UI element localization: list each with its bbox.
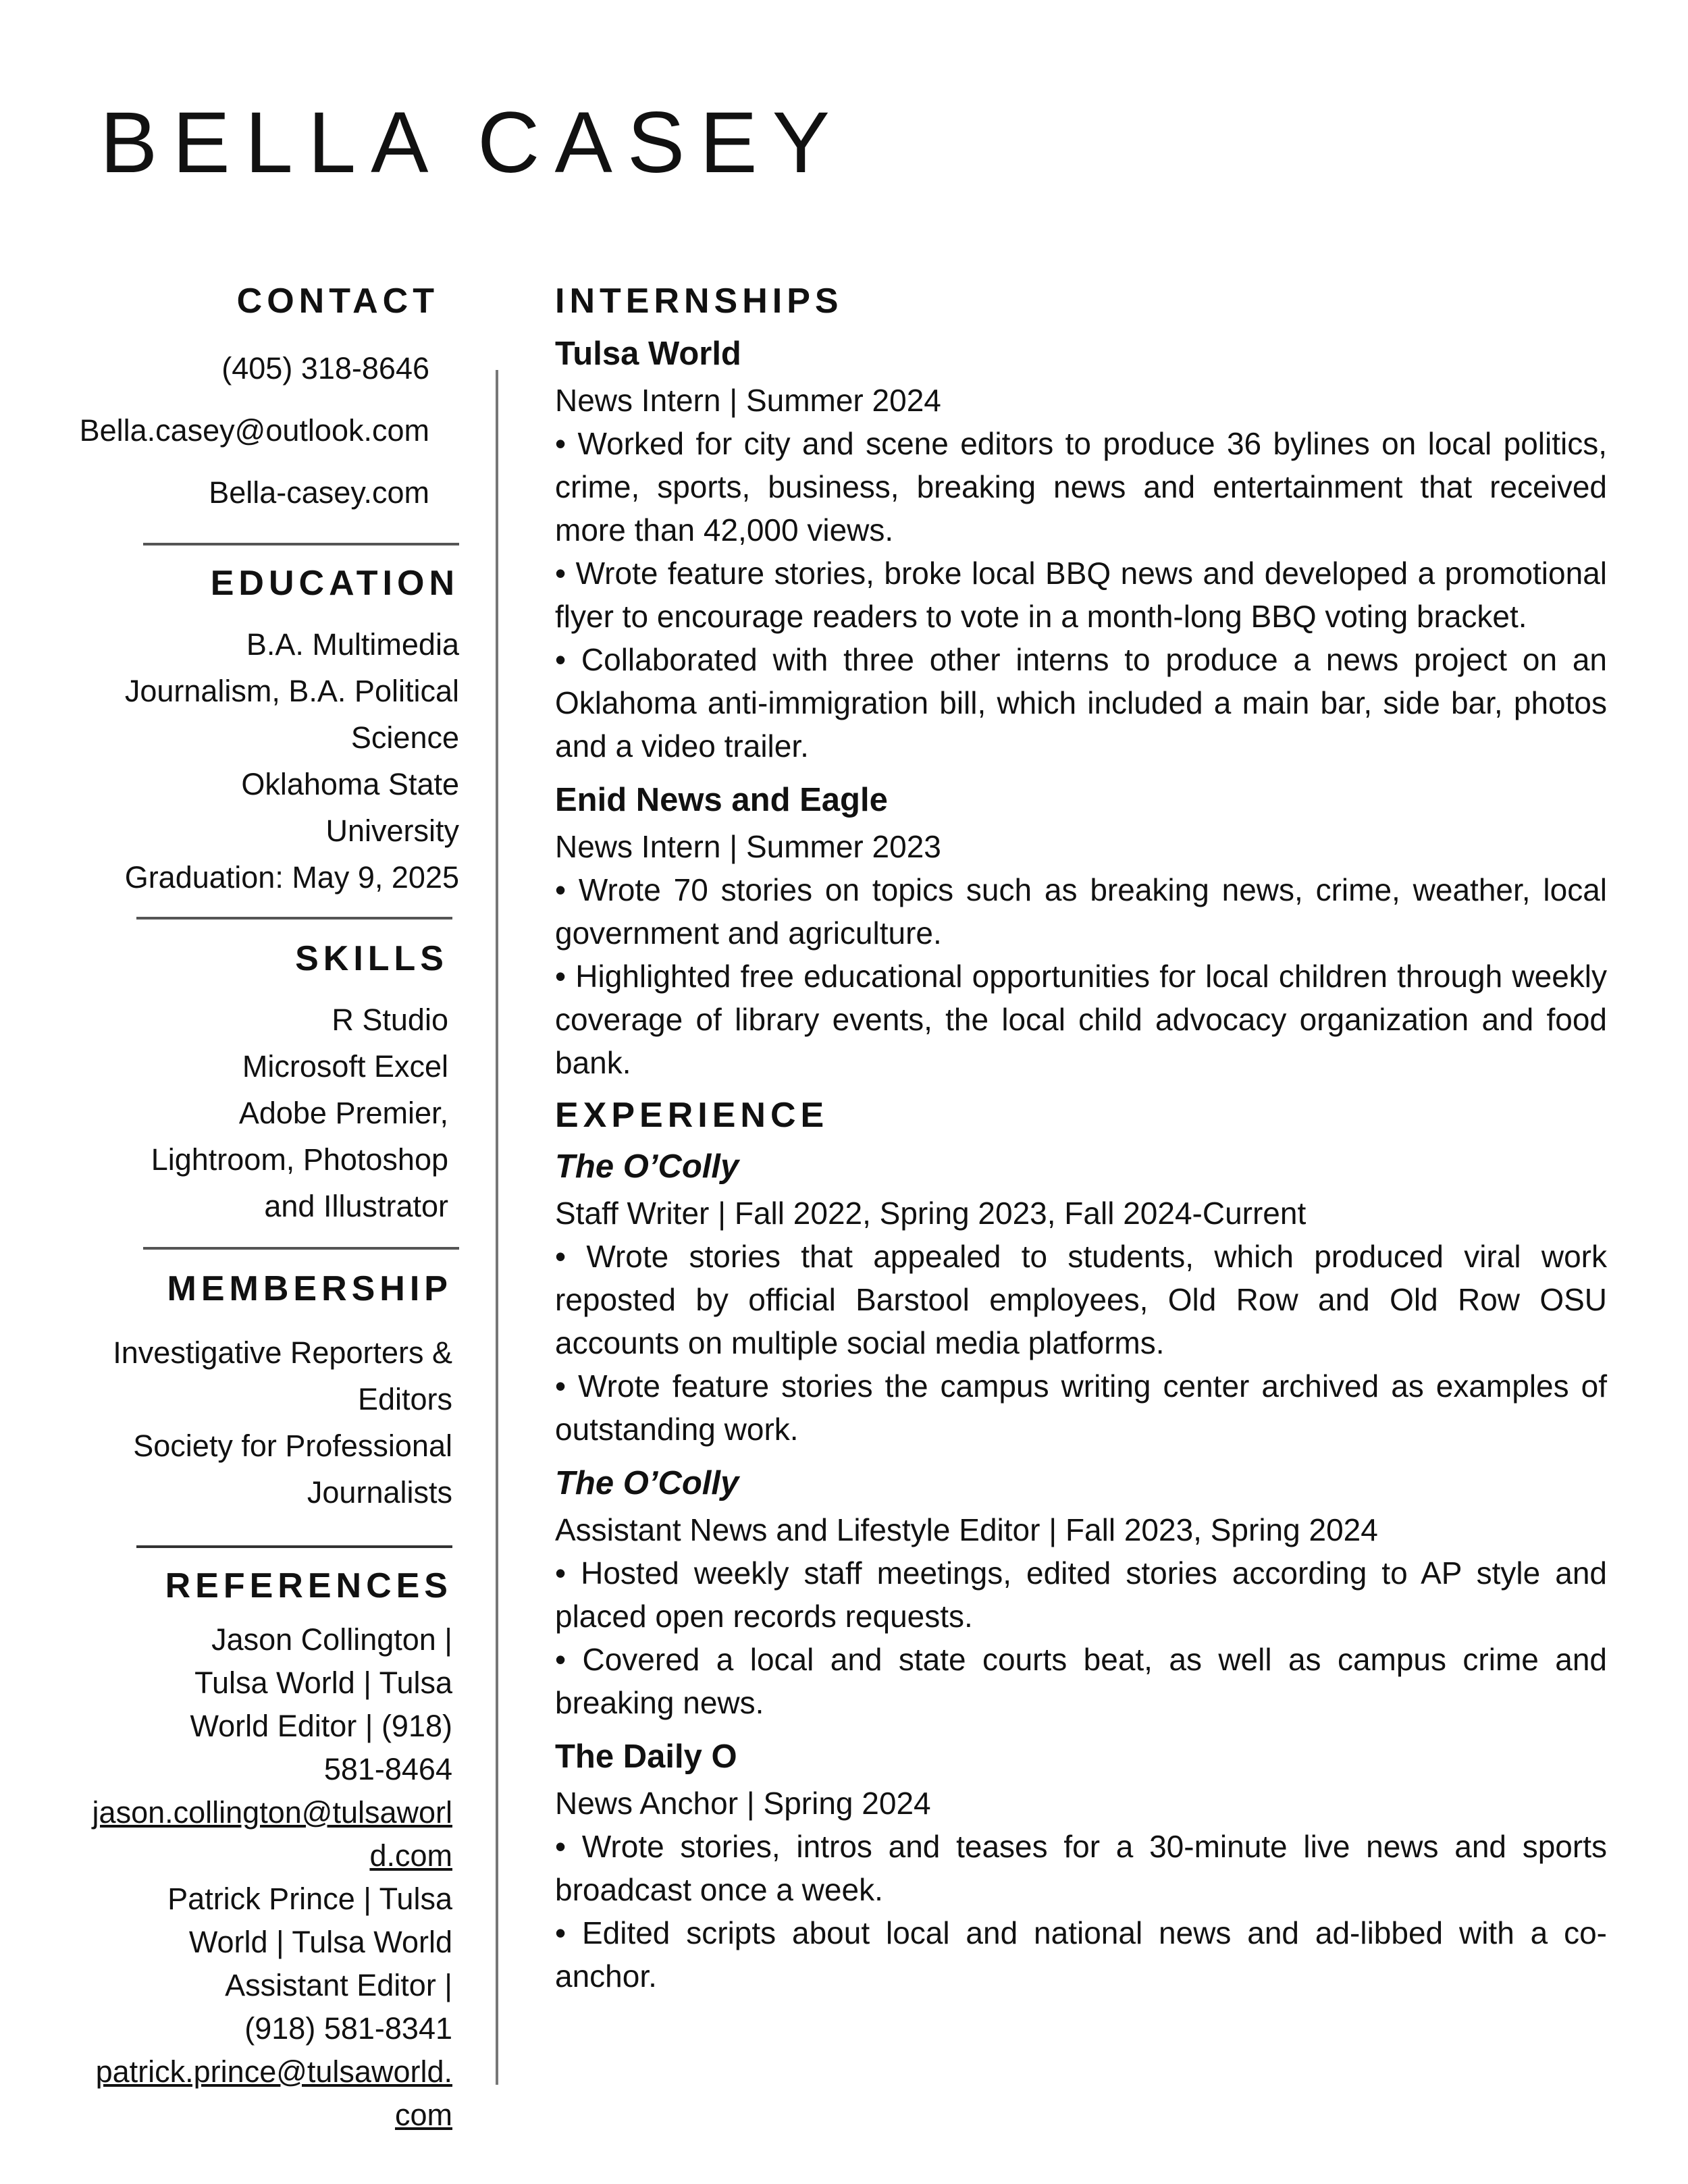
education-degree: B.A. Multimedia Journalism, B.A. Political Science bbox=[124, 627, 459, 755]
job-bullet: • Highlighted free educational opportunities for local children through weekly coverage of library events, the local child advocacy organization and food bank. bbox=[555, 959, 1607, 1080]
job-bullet: • Wrote feature stories the campus writing center archived as examples of outstanding work. bbox=[555, 1368, 1607, 1447]
job-role: News Anchor | Spring 2024 bbox=[555, 1786, 931, 1821]
job-org: The Daily O bbox=[555, 1738, 737, 1775]
job-entry bbox=[555, 1150, 1607, 1451]
contact-phone: (405) 318-8646 bbox=[221, 351, 429, 385]
education-graduation: Graduation: May 9, 2025 bbox=[124, 860, 459, 895]
education-school: Oklahoma State University bbox=[241, 767, 459, 848]
job-entry bbox=[555, 1467, 1607, 1724]
resume-name: BELLA CASEY bbox=[100, 95, 845, 191]
section-divider bbox=[143, 543, 459, 545]
contact-website: Bella-casey.com bbox=[209, 475, 429, 510]
references-heading: REFERENCES bbox=[165, 1566, 452, 1605]
job-bullet: • Wrote stories that appealed to students, which produced viral work reposted by official Barstool employees, Old Row and Old Row OSU accounts on multiple social media platforms. bbox=[555, 1239, 1607, 1360]
skill-item: Adobe Premier, Lightroom, Photoshop and Illustrator bbox=[151, 1096, 448, 1223]
membership-section bbox=[61, 1271, 459, 1516]
job-bullet: • Edited scripts about local and national news and ad-libbed with a co-anchor. bbox=[555, 1915, 1607, 1994]
job-bullet: • Worked for city and scene editors to produce 36 bylines on local politics, crime, sports, business, breaking news and entertainment that received more than 42,000 views. bbox=[555, 426, 1607, 548]
reference-item: Patrick Prince | Tulsa World | Tulsa World Assistant Editor | (918) 581-8341 bbox=[167, 1882, 452, 2046]
job-entry bbox=[555, 1740, 1607, 1998]
reference-email[interactable] bbox=[61, 1791, 452, 1877]
skills-section bbox=[61, 941, 459, 1229]
job-bullet: • Collaborated with three other interns to produce a news project on an Oklahoma anti-immigration bill, which included a main bar, side bar, photos and a video trailer. bbox=[555, 642, 1607, 764]
right-column bbox=[555, 284, 1607, 1998]
membership-heading: MEMBERSHIP bbox=[167, 1269, 452, 1308]
section-divider bbox=[136, 917, 452, 920]
job-bullet: • Covered a local and state courts beat, as well as campus crime and breaking news. bbox=[555, 1642, 1607, 1720]
skills-heading: SKILLS bbox=[295, 939, 448, 978]
internships-heading: INTERNSHIPS bbox=[555, 282, 843, 321]
experience-heading: EXPERIENCE bbox=[555, 1096, 829, 1135]
job-org: The O’Colly bbox=[555, 1465, 739, 1501]
job-role: Staff Writer | Fall 2022, Spring 2023, Fall 2024-Current bbox=[555, 1196, 1307, 1231]
job-role: News Intern | Summer 2024 bbox=[555, 383, 941, 418]
section-divider bbox=[136, 1545, 452, 1548]
job-entry bbox=[555, 338, 1607, 768]
job-org: The O’Colly bbox=[555, 1148, 739, 1185]
left-column bbox=[61, 284, 459, 2137]
contact-section bbox=[61, 284, 459, 524]
education-heading: EDUCATION bbox=[210, 564, 459, 603]
reference-item: Jason Collington | Tulsa World | Tulsa World Editor | (918) 581-8464 bbox=[190, 1622, 452, 1786]
contact-heading: CONTACT bbox=[236, 282, 439, 321]
job-bullet: • Wrote feature stories, broke local BBQ news and developed a promotional flyer to encourage readers to vote in a month-long BBQ voting bracket. bbox=[555, 556, 1607, 634]
education-section bbox=[61, 566, 459, 901]
membership-item: Society for Professional Journalists bbox=[133, 1429, 452, 1510]
contact-email: Bella.casey@outlook.com bbox=[79, 413, 429, 448]
section-divider bbox=[143, 1247, 459, 1250]
job-bullet: • Hosted weekly staff meetings, edited stories according to AP style and placed open records requests. bbox=[555, 1555, 1607, 1634]
skill-item: Microsoft Excel bbox=[242, 1049, 448, 1084]
job-role: News Intern | Summer 2023 bbox=[555, 829, 941, 864]
job-org: Tulsa World bbox=[555, 336, 741, 372]
reference-email[interactable] bbox=[61, 2050, 452, 2137]
job-bullet: • Wrote stories, intros and teases for a 30-minute live news and sports broadcast once a week. bbox=[555, 1829, 1607, 1907]
membership-item: Investigative Reporters & Editors bbox=[113, 1335, 452, 1416]
references-section bbox=[61, 1568, 459, 2137]
reference-email-link[interactable]: patrick.prince@tulsaworld.com bbox=[95, 2054, 452, 2132]
job-entry bbox=[555, 784, 1607, 1084]
column-divider bbox=[496, 370, 498, 2085]
skill-item: R Studio bbox=[332, 1003, 448, 1037]
job-org: Enid News and Eagle bbox=[555, 782, 888, 818]
reference-email-link[interactable]: jason.collington@tulsaworld.com bbox=[92, 1795, 452, 1873]
job-bullet: • Wrote 70 stories on topics such as breaking news, crime, weather, local government and agriculture. bbox=[555, 872, 1607, 951]
job-role: Assistant News and Lifestyle Editor | Fall 2023, Spring 2024 bbox=[555, 1512, 1378, 1547]
